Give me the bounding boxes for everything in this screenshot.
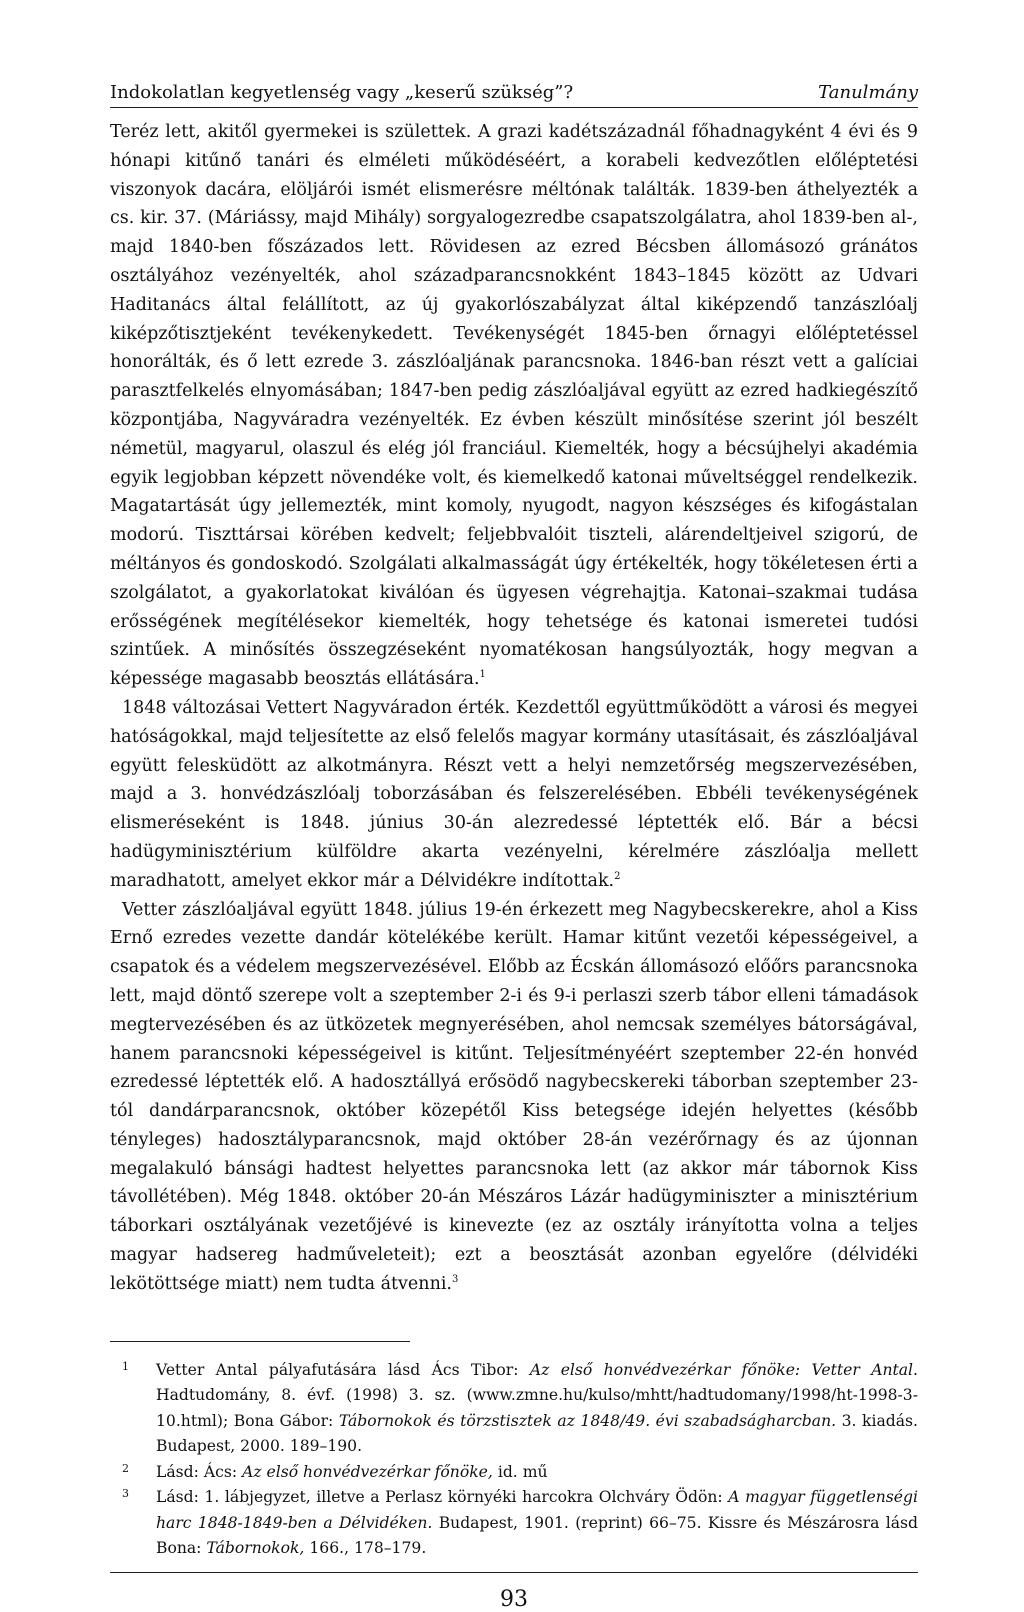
page-number: 93 <box>500 1586 528 1612</box>
paragraph: Teréz lett, akitől gyermekei is születtek. A grazi kadétszázadnál főhadnagyként 4 évi és 9 hónapi kitűnő tanári és elméleti működéséért, a korabeli kedvezőtlen előléptetési viszonyok dacára, elöljárói ismét elismerésre méltónak találták. 1839-ben áthelyezték a cs. kir. 37. (Máriássy, majd Mihály) sorgyalogezredbe csapatszolgálatra, ahol 1839-ben al-, majd 1840-ben főszázados lett. Rövidesen az ezred Bécsben állomásozó gránátos osztályához vezényelték, ahol századparancsnokként 1843–1845 között az Udvari Haditanács által felállított, az új gyakorlószabályzat által kiképzendő tanzászlóalj kiképzőtisztjeként tevékenykedett. Tevékenységét 1845-ben őrnagyi előléptetéssel honorálták, és ő lett ezrede 3. zászlóaljának parancsnoka. 1846-ban részt vett a galíciai parasztfelkelés elnyomásában; 1847-ben pedig zászlóaljával együtt az ezred hadkiegészítő központjába, Nagyváradra vezényelték. Ez évben készült minősítése szerint jól beszélt németül, magyarul, olaszul és elég jól franciául. Kiemelték, hogy a bécsújhelyi akadémia egyik legjobban képzett növendéke volt, és kiemelkedő katonai műveltséggel rendelkezik. Magatartását úgy jellemezték, mint komoly, nyugodt, nagyon készséges és kifogástalan modorú. Tiszttársai körében kedvelt; feljebbvalóit tiszteli, alárendeltjeivel szigorú, de méltányos és gondoskodó. Szolgálati alkalmasságát úgy értékelték, hogy tökéletesen érti a szolgálatot, a gyakorlatokat kiválóan és ügyesen végrehajtja. Katonai–szakmai tudása erősségének megítélésekor kiemelték, hogy tehetsége és katonai ismeretei tudósi szintűek. A minősítés összegzéseként nyomatékosan hangsúlyozták, hogy megvan a képessége magasabb beosztás ellátására.$^1$ <box>110 122 918 690</box>
footnote-ref: 2 <box>614 870 621 882</box>
footnote-ref: 1 <box>479 669 486 681</box>
footnote-text: Vetter Antal pályafutására lásd Ács Tibor: Az első honvédvezérkar főnöke: Vetter Antal. Hadtudomány, 8. évf. (1998) 3. sz. (www.zmne.hu/kulso/mhtt/hadtudomany/1998/ht-1998-3-10.html); Bona Gábor: Tábornokok és törzstisztek az 1848/49. évi szabadságharcban. 3. kiadás. Budapest, 2000. 189–190. <box>156 1360 919 1456</box>
running-header <box>110 82 918 108</box>
footnote-number: 2 <box>122 1461 129 1475</box>
footnote <box>110 1358 918 1460</box>
header-title: Indokolatlan kegyetlenség vagy „keserű szükség”? <box>110 82 574 103</box>
footnote-number: 1 <box>122 1359 129 1373</box>
footnotes <box>110 1358 918 1562</box>
footnote-divider <box>110 1341 410 1342</box>
header-section: Tanulmány <box>818 82 918 103</box>
footnote-text: Lásd: 1. lábjegyzet, illetve a Perlasz környéki harcokra Olchváry Ödön: A magyar függetlenségi harc 1848-1849-ben a Délvidéken. Budapest, 1901. (reprint) 66–75. Kissre és Mészárosra lásd Bona: Tábornokok, 166., 178–179. <box>156 1488 918 1558</box>
paragraph: 1848 változásai Vettert Nagyváradon érték. Kezdettől együttműködött a városi és megyei hatóságokkal, majd teljesítette az első felelős magyar kormány utasításait, és zászlóaljával együtt felesküdött az alkotmányra. Részt vett a helyi nemzetőrség megszervezésében, majd a 3. honvédzászlóalj toborzásában és felszerelésében. Ebbéli tevékenységének elismeréseként is 1848. június 30-án alezredessé léptették elő. Bár a bécsi hadügyminisztérium külföldre akarta vezényelni, kérelmére zászlóalja mellett maradhatott, amelyet ekkor már a Délvidékre indítottak.$^2$ <box>110 697 918 891</box>
page <box>110 82 918 1612</box>
paragraph: Vetter zászlóaljával együtt 1848. július 19-én érkezett meg Nagybecskerekre, ahol a Kiss Ernő ezredes vezette dandár kötelékébe került. Hamar kitűnt vezetői képességeivel, a csapatok és a védelem megszervezésével. Előbb az Écskán állomásozó előőrs parancsnoka lett, majd döntő szerepe volt a szeptember 2-i és 9-i perlaszi szerb tábor elleni támadások megtervezésében és az ütközetek megnyerésében, ahol nemcsak személyes bátorságával, hanem parancsnoki képességeivel is kitűnt. Teljesítményéért szeptember 22-én honvéd ezredessé léptették elő. A hadosztállyá erősödő nagybecskereki táborban szeptember 23-tól dandárparancsnok, október közepétől Kiss betegsége idején helyettes (később tényleges) hadosztályparancsnok, majd október 28-án vezérőrnagy és az újonnan megalakuló bánsági hadtest helyettes parancsnoka lett (az akkor már tábornok Kiss távollétében). Még 1848. október 20-án Mészáros Lázár hadügyminiszter a minisztérium táborkari osztályának vezetőjévé is kinevezte (ez az osztály irányította volna a teljes magyar hadsereg hadműveleteit); ezt a beosztását azonban egyelőre (délvidéki lekötöttsége miatt) nem tudta átvenni.$^3$ <box>110 899 918 1294</box>
footnote-ref: 3 <box>452 1274 459 1286</box>
footnote <box>110 1485 918 1562</box>
bottom-divider <box>110 1572 918 1573</box>
article-body <box>110 118 918 1299</box>
footnote-text: Lásd: Ács: Az első honvédvezérkar főnöke, id. mű <box>156 1462 548 1481</box>
footnote <box>110 1460 918 1486</box>
footnote-number: 3 <box>122 1487 129 1501</box>
